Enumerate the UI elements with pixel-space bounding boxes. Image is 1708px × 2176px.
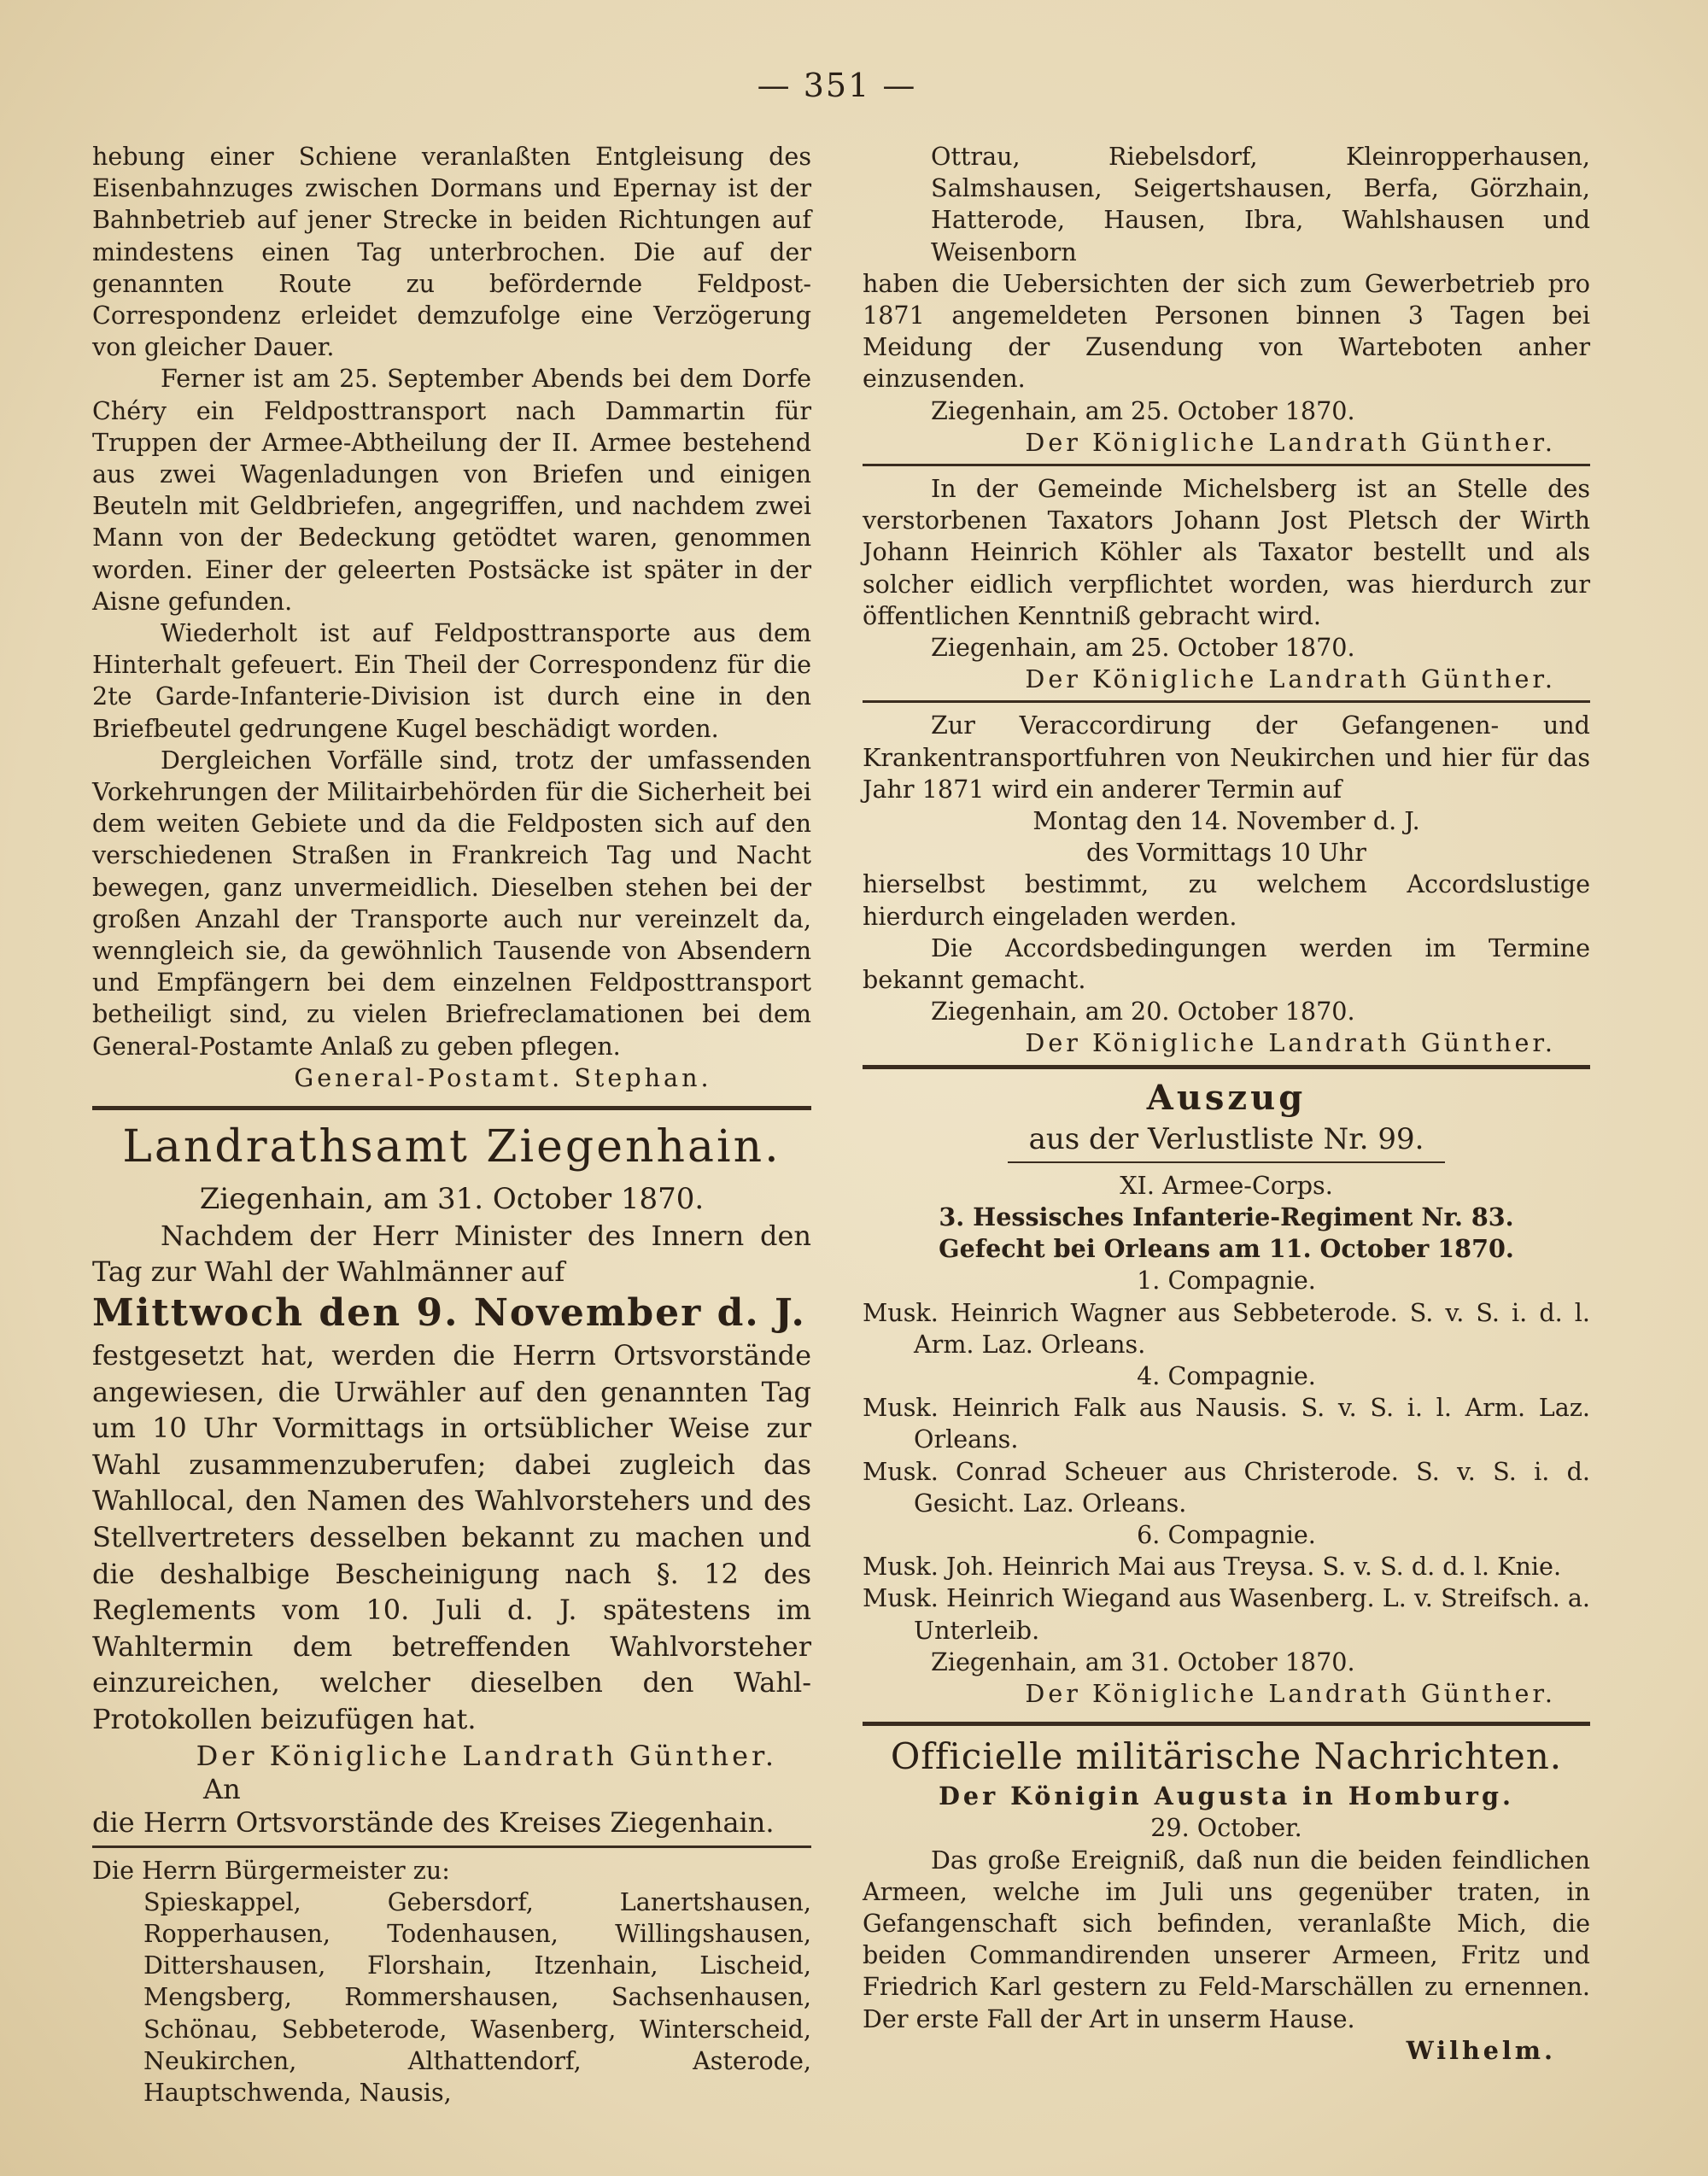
right-column — [863, 141, 1590, 2067]
address-an: An — [203, 1772, 241, 1805]
notice-transport-body: hierselbst bestimmt, zu welchem Accordslustige hierdurch eingeladen werden. — [863, 869, 1590, 931]
mayors-intro: Die Herrn Bürgermeister zu: — [92, 1855, 450, 1885]
places-list: Ottrau, Riebelsdorf, Kleinropperhausen, Salmshausen, Seigertshausen, Berfa, Görzhain, Hatterode, Hausen, Ibra, Wahlshausen und Weisenborn — [931, 142, 1590, 266]
regiment-heading: 3. Hessisches Infanterie-Regiment Nr. 83. — [939, 1202, 1514, 1231]
address-recipients: die Herrn Ortsvorstände des Kreises Ziegenhain. — [92, 1805, 775, 1839]
casualty-entry: Musk. Heinrich Falk aus Nausis. S. v. S. i. l. Arm. Laz. Orleans. — [863, 1393, 1590, 1454]
article-paragraph: Ferner ist am 25. September Abends bei dem Dorfe Chéry ein Feldposttransport nach Dammartin für Truppen der Armee-Abtheilung der II. Armee bestehend aus zwei Wagenladungen von Briefen und einigen Beuteln mit Geldbriefen, angegriffen, und nachdem zwei Mann von der Bedeckung getödtet waren, genommen worden. Einer der geleerten Postsäcke ist später in der Aisne gefunden. — [92, 364, 811, 616]
notice-taxator: In der Gemeinde Michelsberg ist an Stelle des verstorbenen Taxators Johann Jost Pletsch der Wirth Johann Heinrich Köhler als Taxator bestellt und als solcher eidlich verpflichtet worden, was hierdurch zur öffentlichen Kenntniß gebracht wird. — [863, 474, 1590, 630]
military-news-title: Officielle militärische Nachrichten. — [890, 1735, 1563, 1778]
article-paragraph: Wiederholt ist auf Feldposttransporte aus dem Hinterhalt gefeuert. Ein Theil der Correspondenz für die 2te Garde-Infanterie-Division ist durch eine in den Briefbeutel gedrungene Kugel beschädigt worden. — [92, 618, 811, 743]
auszug-subtitle: aus der Verlustliste Nr. 99. — [1028, 1121, 1424, 1156]
section-divider — [863, 464, 1590, 466]
notice-transport-conditions: Die Accordsbedingungen werden im Termine bekannt gemacht. — [863, 933, 1590, 995]
section-divider — [863, 700, 1590, 703]
mayors-list: Spieskappel, Gebersdorf, Lanertshausen, Ropperhausen, Todenhausen, Willingshausen, Dittershausen, Florshain, Itzenhain, Lischeid, Mengsberg, Rommershausen, Sachsenhausen, Schönau, Sebbeterode, Wasenberg, Winterscheid, Neukirchen, Althattendorf, Asterode, Hauptschwenda, Nausis, — [143, 1886, 811, 2108]
company-heading: 4. Compagnie. — [1137, 1360, 1316, 1390]
notice-date: Ziegenhain, am 25. October 1870. — [931, 395, 1355, 425]
company-heading: 6. Compagnie. — [1137, 1519, 1316, 1549]
notice-transport-date: Montag den 14. November d. J. — [1032, 806, 1420, 836]
military-news-date: 29. October. — [1150, 1813, 1302, 1843]
signature-general-postamt: General-Postamt. Stephan. — [294, 1062, 712, 1092]
notice-intro: Nachdem der Herr Minister des Innern den Tag zur Wahl der Wahlmänner auf — [92, 1220, 811, 1289]
signature-landrath: Der Königliche Landrath Günther. — [1025, 427, 1556, 457]
casualty-entry: Musk. Joh. Heinrich Mai aus Treysa. S. v. S. d. d. l. Knie. — [863, 1552, 1562, 1582]
signature-landrath: Der Königliche Landrath Günther. — [1025, 664, 1556, 694]
auszug-title: Auszug — [1146, 1077, 1307, 1118]
places-notice: haben die Uebersichten der sich zum Gewerbetrieb pro 1871 angemeldeten Personen binnen 3 Tagen bei Meidung der Zusendung von Warteboten anher einzusenden. — [863, 268, 1590, 394]
signature-landrath: Der Königliche Landrath Günther. — [1025, 1028, 1556, 1058]
notice-body: festgesetzt hat, werden die Herrn Ortsvorstände angewiesen, die Urwähler auf den genannten Tag um 10 Uhr Vormittags in ortsüblicher Weise zur Wahl zusammenzuberufen; dabei zugleich das Wahllocal, den Namen des Wahlvorstehers und des Stellvertreters desselben bekannt zu machen und die deshalbige Bescheinigung nach §. 12 des Reglements vom 10. Juli d. J. spätestens im Wahltermin dem betreffenden Wahlvorsteher einzureichen, welcher dieselben den Wahl-Protokollen beizufügen hat. — [92, 1339, 811, 1736]
notice-transport-time: des Vormittags 10 Uhr — [1086, 838, 1366, 868]
page-number: — 351 — — [757, 67, 917, 104]
company-heading: 1. Compagnie. — [1137, 1266, 1316, 1296]
signature-landrath: Der Königliche Landrath Günther. — [196, 1739, 777, 1772]
office-title: Landrathsamt Ziegenhain. — [122, 1121, 781, 1173]
section-divider — [863, 1065, 1590, 1069]
military-news-signature: Wilhelm. — [1406, 2035, 1556, 2065]
section-divider — [92, 1106, 811, 1110]
notice-date: Ziegenhain, am 31. October 1870. — [931, 1647, 1355, 1676]
section-divider — [92, 1846, 811, 1848]
left-column — [92, 141, 811, 2109]
notice-election-date: Mittwoch den 9. November d. J. — [92, 1291, 806, 1336]
casualty-entry: Musk. Conrad Scheuer aus Christerode. S. v. S. i. d. Gesicht. Laz. Orleans. — [863, 1456, 1590, 1518]
article-paragraph: Dergleichen Vorfälle sind, trotz der umfassenden Vorkehrungen der Militairbehörden für die Sicherheit bei dem weiten Gebiete und da die Feldposten sich auf den verschiedenen Straßen in Frankreich Tag und Nacht bewegen, ganz unvermeidlich. Dieselben stehen bei der großen Anzahl der Transporte auch nur vereinzelt da, wenngleich sie, da gewöhnlich Tausende von Absendern und Empfängern bei dem einzelnen Feldposttransport betheiligt sind, zu vielen Briefreclamationen bei dem General-Postamte Anlaß zu geben pflegen. — [92, 745, 811, 1061]
corps-heading: XI. Armee-Corps. — [1120, 1170, 1333, 1200]
military-news-body: Das große Ereigniß, daß nun die beiden feindlichen Armeen, welche im Juli uns gegenüber traten, in Gefangenschaft sich befinden, veranlaßte Mich, die beiden Commandirenden unserer Armeen, Fritz und Friedrich Karl gestern zu Feld-Marschällen zu ernennen. Der erste Fall der Art in unserm Hause. — [863, 1845, 1590, 2033]
notice-transport: Zur Veraccordirung der Gefangenen- und Krankentransportfuhren von Neukirchen und hier für das Jahr 1871 wird ein anderer Termin auf — [863, 711, 1590, 804]
office-date: Ziegenhain, am 31. October 1870. — [199, 1182, 705, 1217]
section-divider — [1008, 1161, 1444, 1163]
notice-date: Ziegenhain, am 25. October 1870. — [931, 633, 1355, 663]
battle-heading: Gefecht bei Orleans am 11. October 1870. — [939, 1234, 1514, 1264]
section-divider — [863, 1722, 1590, 1726]
military-news-recipient: Der Königin Augusta in Homburg. — [939, 1781, 1514, 1811]
article-paragraph: hebung einer Schiene veranlaßten Entgleisung des Eisenbahnzuges zwischen Dormans und Epernay ist der Bahnbetrieb auf jener Strecke in beiden Richtungen auf mindestens einen Tag unterbrochen. Die auf der genannten Route zu befördernde Feldpost-Correspondenz erleidet demzufolge eine Verzögerung von gleicher Dauer. — [92, 142, 811, 362]
casualty-entry: Musk. Heinrich Wiegand aus Wasenberg. L. v. Streifsch. a. Unterleib. — [863, 1583, 1590, 1645]
signature-landrath: Der Königliche Landrath Günther. — [1025, 1678, 1556, 1708]
notice-date: Ziegenhain, am 20. October 1870. — [931, 997, 1355, 1027]
casualty-entry: Musk. Heinrich Wagner aus Sebbeterode. S. v. S. i. d. l. Arm. Laz. Orleans. — [863, 1297, 1590, 1359]
